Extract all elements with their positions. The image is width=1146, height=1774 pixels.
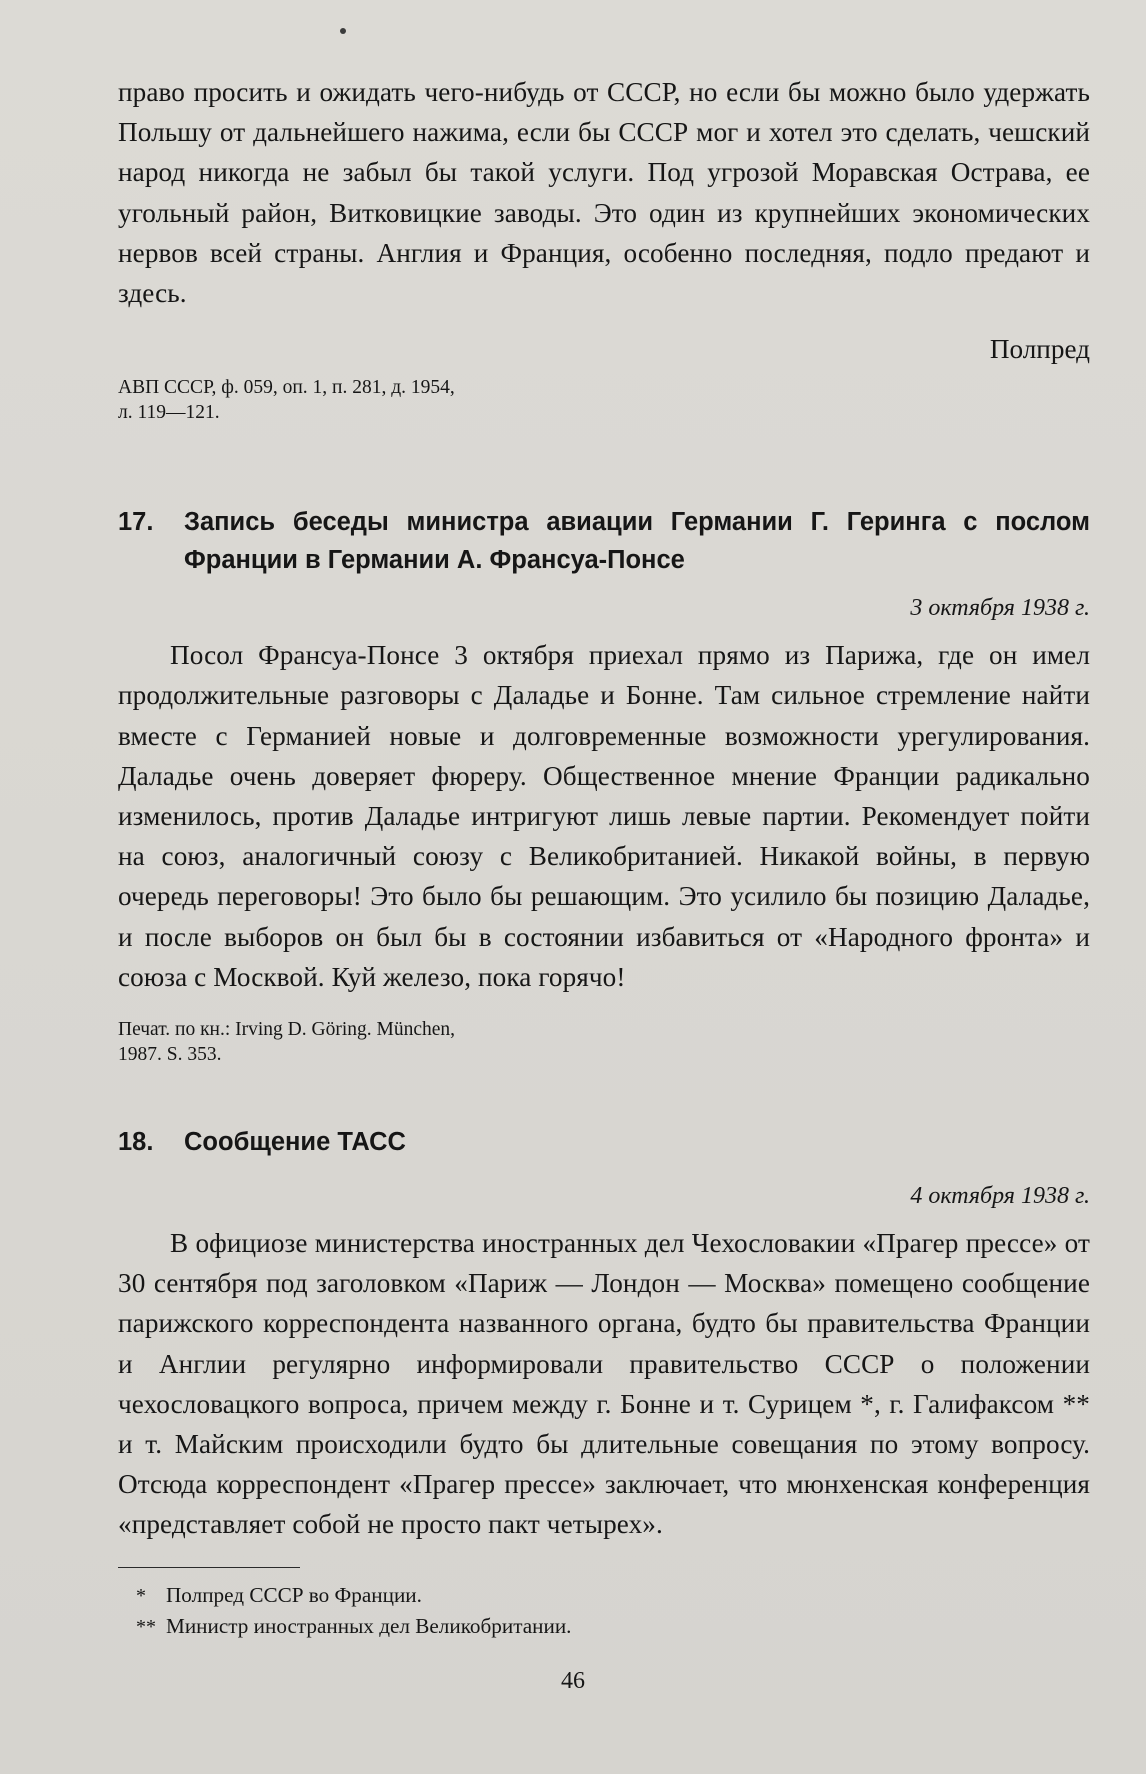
doc16-source-line-2: л. 119—121.: [118, 402, 220, 424]
doc18-section: [118, 1123, 1090, 1545]
doc17-number: 17.: [118, 508, 154, 537]
footnote-2-text: Министр иностранных дел Великобритании.: [166, 1613, 572, 1638]
page-number: 46: [561, 1668, 585, 1694]
print-speck: [340, 28, 346, 34]
footnote-1-mark: *: [136, 1584, 146, 1607]
doc16-signature: Полпред: [989, 334, 1090, 365]
doc16-source-line-1: АВП СССР, ф. 059, оп. 1, п. 281, д. 1954,: [118, 377, 455, 399]
doc18-heading: [118, 1123, 1090, 1161]
footnote-1: [118, 1580, 1090, 1611]
doc17-source-line-2: 1987. S. 353.: [118, 1044, 222, 1066]
doc17-source: [118, 1017, 638, 1067]
page-content: [118, 72, 1090, 1642]
footnote-1-text: Полпред СССР во Франции.: [166, 1582, 422, 1607]
footnote-divider: [118, 1567, 300, 1568]
doc16-source: [118, 375, 638, 425]
doc17-body-text: Посол Франсуа-Понсе 3 октября приехал прямо из Парижа, где он имел продолжительные разговоры с Даладье и Бонне. Там сильное стремление найти вместе с Германией новые и долговременные возможности урегулирования. Даладье очень доверяет фюреру. Общественное мнение Франции радикально изменилось, против Даладье интригуют лишь левые партии. Рекомендует пойти на союз, аналогичный союзу с Великобританией. Никакой войны, в первую очередь переговоры! Это было бы решающим. Это усилило бы позицию Даладье, и после выборов он был бы в состоянии избавиться от «Народного фронта» и союза с Москвой. Куй железо, пока горячо!: [118, 640, 1090, 992]
doc16-body-text: право просить и ожидать чего-нибудь от СССР, но если бы можно было удержать Польшу от дальнейшего нажима, если бы СССР мог и хотел это сделать, чешский народ никогда не забыл бы такой услуги. Под угрозой Моравская Острава, ее угольный район, Витковицкие заводы. Это один из крупнейших экономических нервов всей страны. Англия и Франция, особенно последняя, подло предают и здесь.: [118, 77, 1090, 309]
doc17-source-line-1: Печат. по кн.: Irving D. Göring. München,: [118, 1019, 456, 1041]
doc16-section: [118, 72, 1090, 425]
doc17-section: [118, 503, 1090, 1067]
doc17-title: Запись беседы министра авиации Германии Г. Геринга с послом Франции в Германии А. Франсуа-Понсе: [184, 508, 1090, 575]
doc17-heading: [118, 503, 1090, 579]
footnote-2-mark: **: [136, 1615, 156, 1638]
doc18-date: 4 октября 1938 г.: [910, 1183, 1090, 1210]
doc18-number: 18.: [118, 1128, 154, 1157]
doc18-body-text: В официозе министерства иностранных дел Чехословакии «Прагер прессе» от 30 сентября под заголовком «Париж — Лондон — Москва» помещено сообщение парижского корреспондента названного органа, будто бы правительства Франции и Англии регулярно информировали правительство СССР о положении чехословацкого вопроса, причем между г. Бонне и т. Сурицем *, г. Галифаксом ** и т. Майским происходили будто бы длительные совещания по этому вопросу. Отсюда корреспондент «Прагер прессе» заключает, что мюнхенская конференция «представляет собой не просто пакт четырех».: [118, 1228, 1090, 1540]
doc18-title: Сообщение ТАСС: [184, 1128, 406, 1157]
footnote-2: [118, 1611, 1090, 1642]
doc17-date: 3 октября 1938 г.: [910, 595, 1090, 622]
